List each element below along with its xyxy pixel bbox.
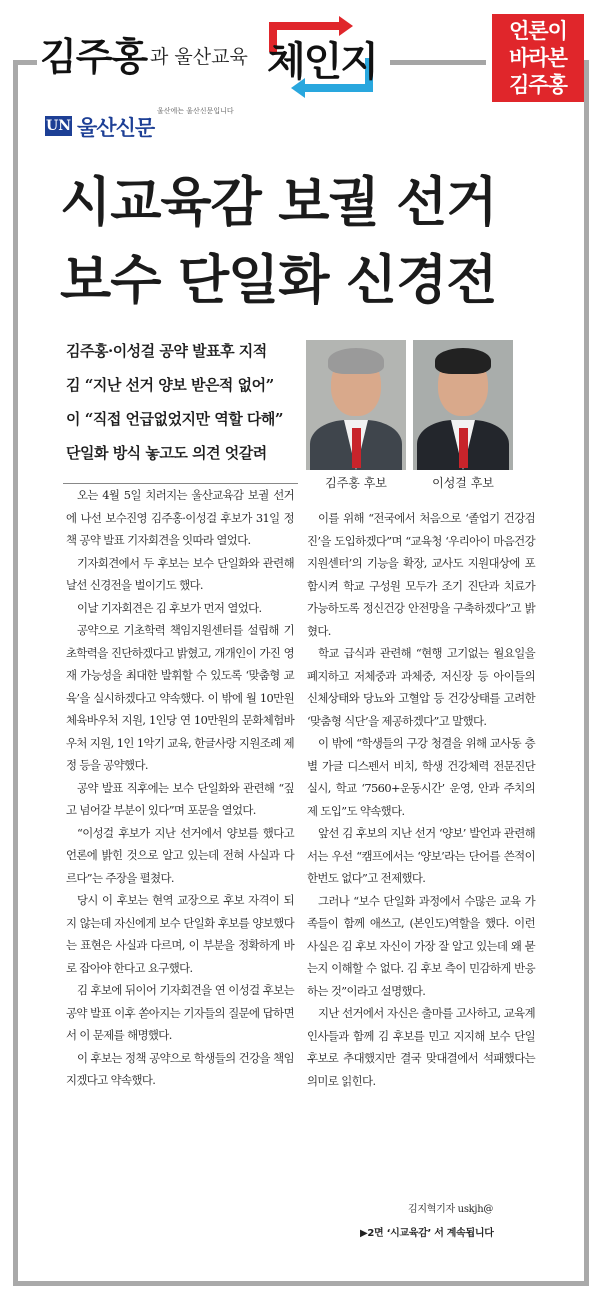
photo-caption: 이성걸 후보 bbox=[432, 476, 494, 490]
subheadline: 이 “직접 언급없었지만 역할 다해” bbox=[66, 410, 284, 428]
hair-shape bbox=[435, 348, 491, 374]
continued-note: ▶2면 ‘시교육감’ 서 계속됩니다 bbox=[360, 1228, 494, 1239]
paragraph: 당시 이 후보는 현역 교장으로 후보 자격이 되지 않는데 자신에게 보수 단일화 후보를 양보했다는 표현은 사실과 다르며, 이 부분을 정확하게 바로 잡아야 한다고 요구했다. bbox=[66, 893, 294, 975]
paragraph: “이성걸 후보가 지난 선거에서 양보를 했다고 언론에 밝힌 것으로 알고 있는데 전혀 사실과 다르다”는 주장을 펼쳤다. bbox=[66, 825, 294, 885]
paragraph: 공약 발표 직후에는 보수 단일화와 관련해 “짚고 넘어갈 부분이 있다”며 포문을 열었다. bbox=[66, 780, 294, 817]
red-arrow-bar bbox=[269, 22, 341, 30]
subheadlines bbox=[66, 334, 292, 470]
paragraph: 이 밖에 “학생들의 구강 청결을 위해 교사동 층별 가글 디스펜서 비치, 학생 건강체력 전문진단 실시, 학교 ‘7560+운동시간’ 운영, 안과 주치의제 도입”도 약속했다. bbox=[307, 736, 535, 818]
paragraph: 지난 선거에서 자신은 출마를 고사하고, 교육계 인사들과 함께 김 후보를 민고 지지해 보수 단일 후보로 추대했지만 결국 맞대결에서 석패했다는 의미로 읽힌다. bbox=[307, 1006, 535, 1088]
paragraph: 이 후보는 정책 공약으로 학생들의 건강을 책임지겠다고 약속했다. bbox=[66, 1050, 294, 1087]
paragraph: 앞선 김 후보의 지난 선거 ‘양보’ 발언과 관련해서는 우선 “캠프에서는 ‘양보’라는 단어를 쓴적이 한번도 없다”고 전제했다. bbox=[307, 826, 535, 885]
headline-line-2: 보수 단일화 신경전 bbox=[60, 250, 497, 311]
subheadline: 김 “지난 선거 양보 받은적 없어” bbox=[66, 376, 274, 394]
brand-subtitle: 과 울산교육 bbox=[150, 46, 248, 68]
hair-shape bbox=[328, 348, 384, 374]
frame-top-edge bbox=[13, 60, 37, 65]
candidate-photo-kim bbox=[306, 340, 406, 470]
article-column-left bbox=[66, 484, 294, 1092]
newspaper-motto: 울산에는 울산신문입니다 bbox=[157, 107, 234, 115]
paragraph: 공약으로 기초학력 책임지원센터를 설립해 기초학력을 진단하겠다고 밝혔고, 개개인이 가진 영재 가능성을 최대한 발휘할 수 있도록 ‘맞춤형 교육’을 실시하겠다고 약속했다. 이 밖에 월 10만원 체육바우처 지원, 1인당 연 10만원의 문화체험바우처 지원, 1인 1악기 교육, 한글사랑 지원조례 제정 등을 공약했다. bbox=[66, 623, 294, 772]
badge-line: 언론이 bbox=[509, 19, 567, 43]
byline: 김지혁기자 uskjh@ bbox=[408, 1204, 494, 1215]
tie-shape bbox=[459, 428, 468, 468]
paragraph: 학교 급식과 관련해 “현행 고기없는 월요일을 폐지하고 저체중과 과체중, 저신장 등 아이들의 신체상태와 당뇨와 고혈압 등 건강상태를 고려한 ‘맞춤형 식단’을 제공하겠다”고 말했다. bbox=[307, 646, 535, 728]
subheadline: 단일화 방식 놓고도 의견 엇갈려 bbox=[66, 444, 267, 462]
photo-caption: 김주홍 후보 bbox=[325, 476, 387, 490]
paragraph: 이날 기자회견은 김 후보가 먼저 열었다. bbox=[77, 600, 262, 615]
logo-mark-icon: UN bbox=[45, 118, 71, 134]
paragraph: 기자회견에서 두 후보는 보수 단일화와 관련해 날선 신경전을 벌이기도 했다. bbox=[66, 555, 294, 592]
brand-name: 김주홍 bbox=[40, 35, 148, 79]
paragraph: 그러나 “보수 단일화 과정에서 수많은 교육 가족들이 함께 애쓰고, (본인도)역할을 했다. 이런 사실은 김 후보 자신이 가장 잘 알고 있는데 왜 묻는지 이해할 수 없다. 김 후보 측이 민감하게 반응하는 것”이라고 설명했다. bbox=[307, 893, 535, 998]
change-text: 체인지 bbox=[267, 39, 377, 85]
tie-shape bbox=[352, 428, 361, 468]
subheadline: 김주홍·이성걸 공약 발표후 지적 bbox=[66, 342, 267, 360]
newspaper-name: 울산신문 bbox=[77, 116, 155, 140]
paragraph: 김 후보에 뒤이어 기자회견을 연 이성걸 후보는 공약 발표 이후 쏟아지는 기자들의 질문에 답하면서 이 문제를 해명했다. bbox=[66, 983, 294, 1042]
headline-line-1: 시교육감 보궐 선거 bbox=[60, 172, 497, 233]
paragraph: 오는 4월 5일 치러지는 울산교육감 보궐 선거에 나선 보수진영 김주홍·이성걸 후보가 31일 정책 공약 발표 기자회견을 잇따라 열었다. bbox=[66, 488, 294, 547]
candidate-photo-lee bbox=[413, 340, 513, 470]
paragraph: 이를 위해 “전국에서 처음으로 ‘졸업기 건강검진’을 도입하겠다”며 “교육청 ‘우리아이 마음건강지원센터’의 기능을 확장, 교사도 지원대상에 포함시켜 학교 구성원 모두가 조기 진단과 치료가 가능하도록 정신건강 안전망을 구축하겠다”고 밝혔다. bbox=[307, 511, 535, 638]
article-column-right bbox=[307, 507, 535, 1092]
badge-line: 바라본 bbox=[509, 46, 567, 70]
badge-line: 김주홍 bbox=[509, 73, 567, 97]
